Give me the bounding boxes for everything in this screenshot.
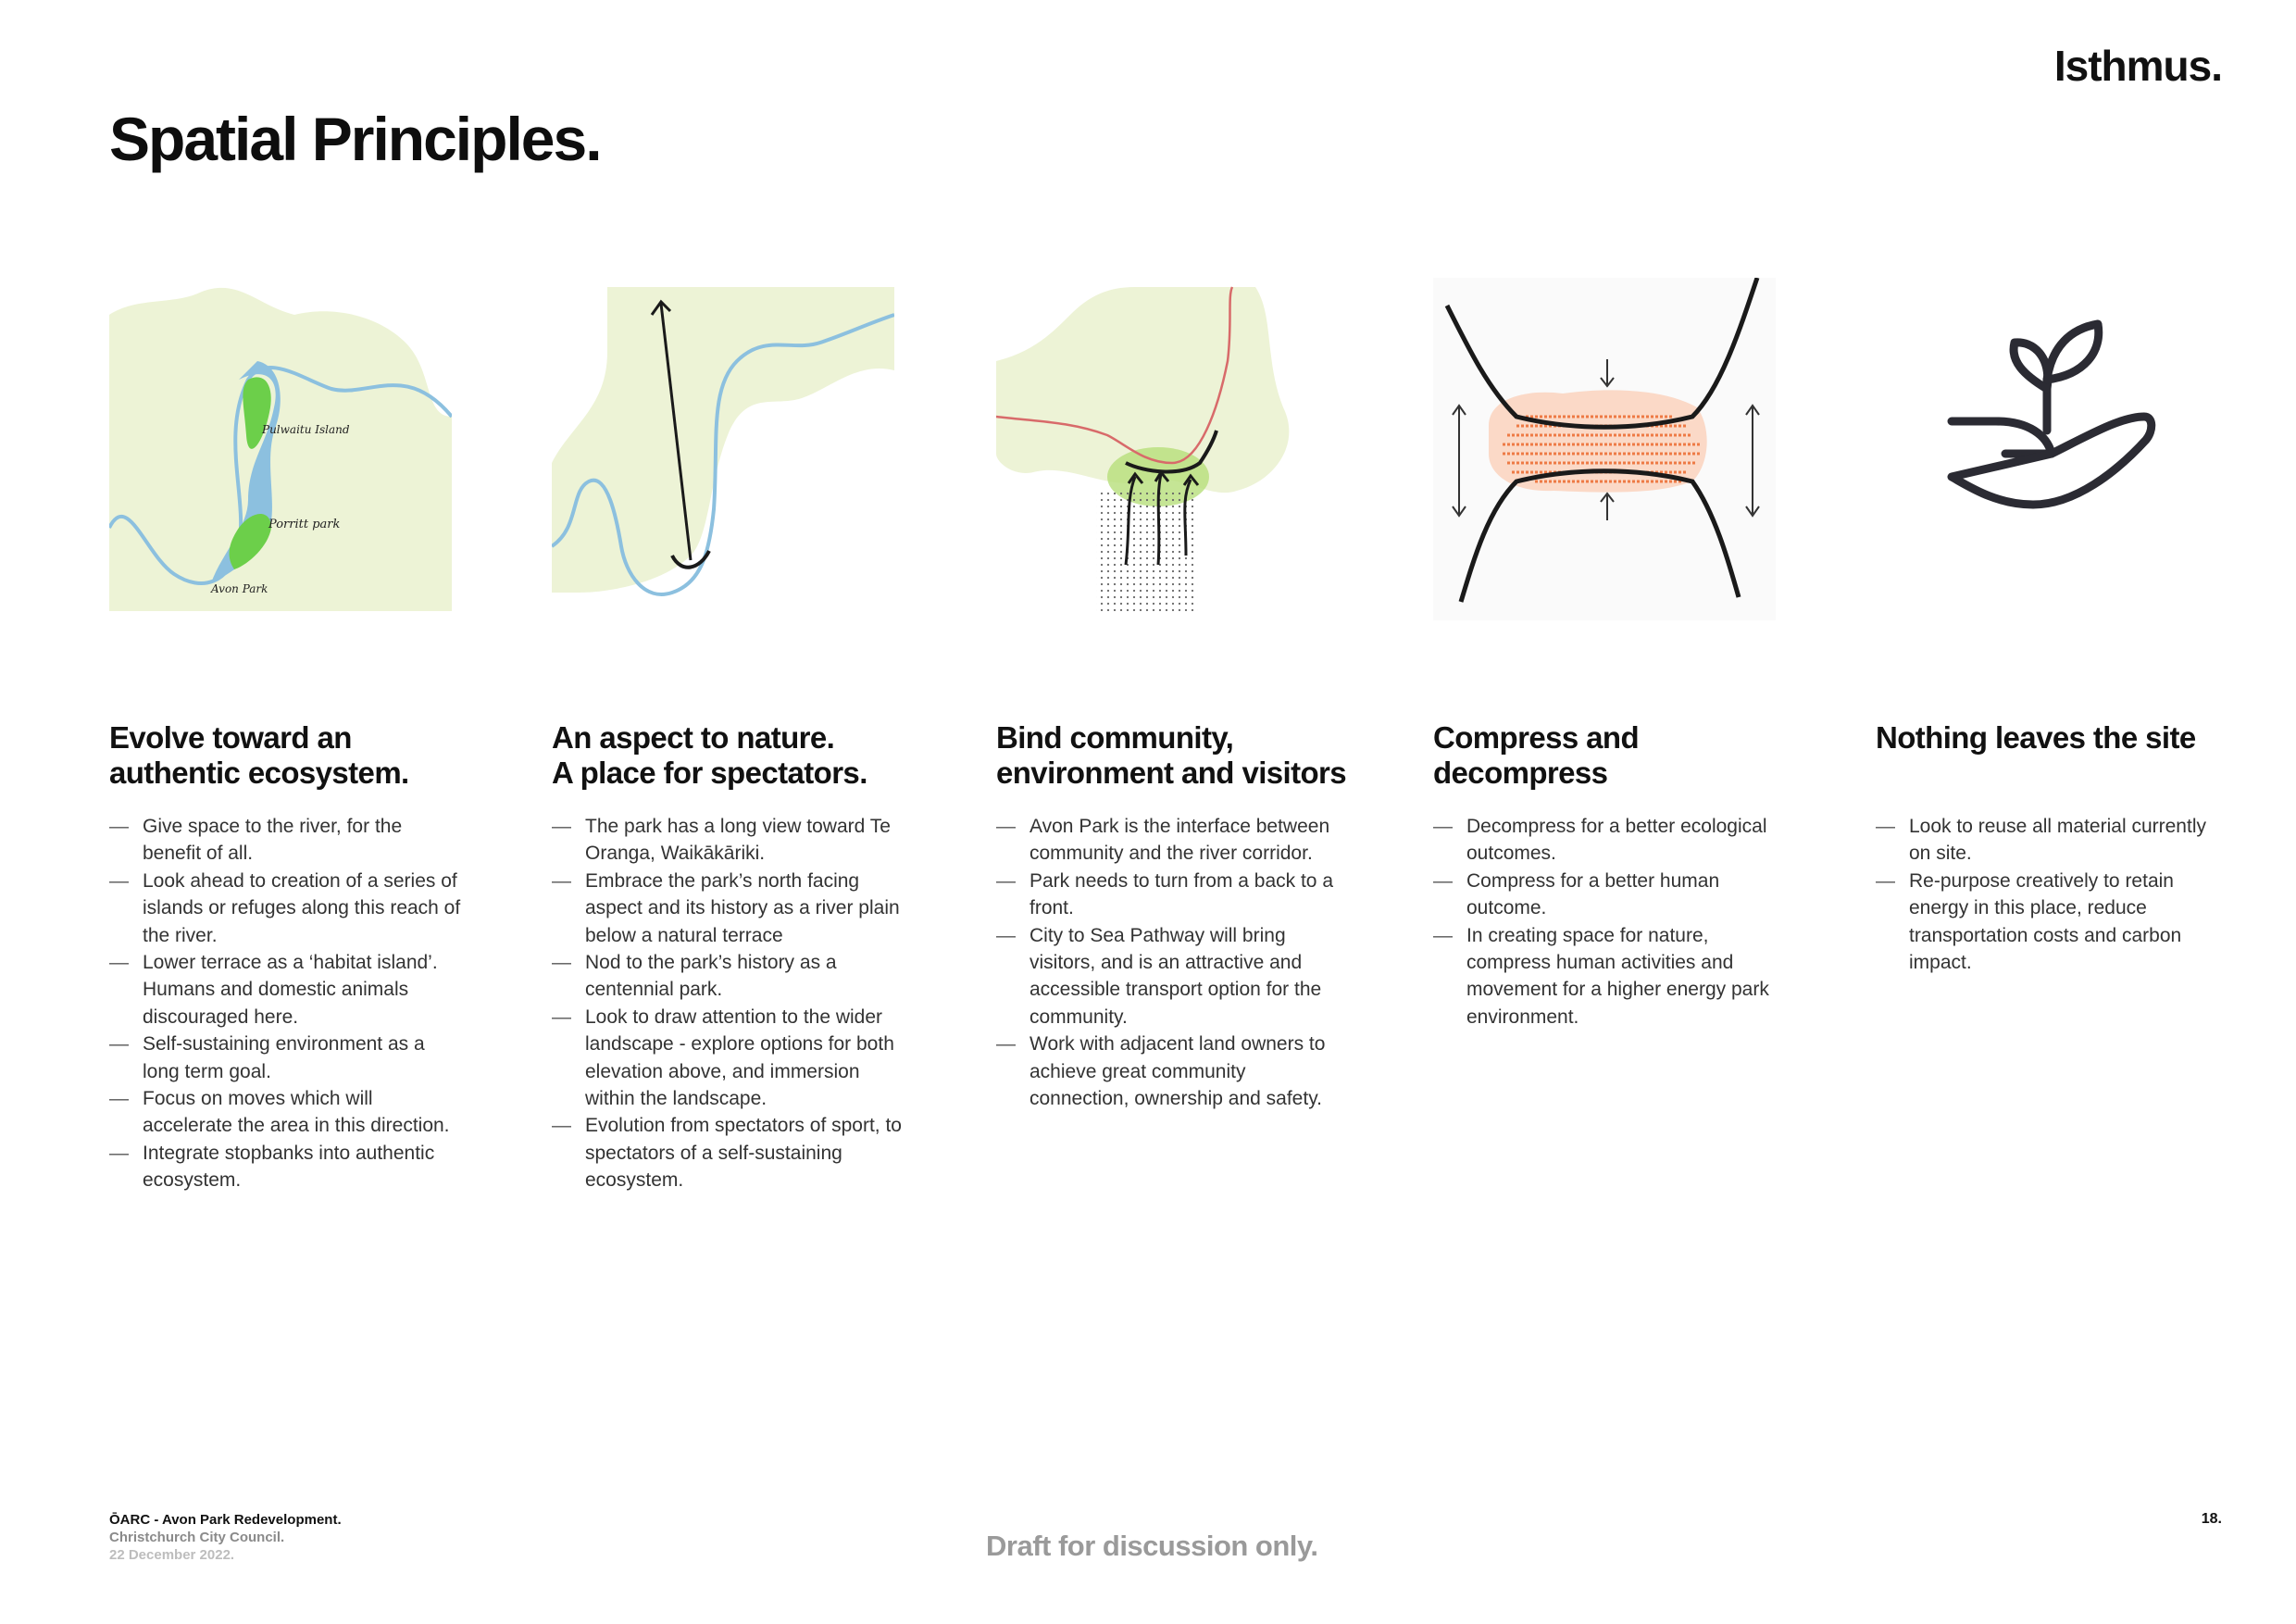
principle-column-1 — [109, 278, 452, 620]
list-item: — Evolution from spectators of sport, to spectators of a self-sustaining ecosystem. — [552, 1112, 904, 1193]
aspect-map-figure — [552, 278, 894, 620]
footer-project: ŌARC - Avon Park Redevelopment. — [109, 1512, 342, 1528]
list-item: — Self-sustaining environment as a long term goal. — [109, 1031, 461, 1085]
map-label-porritt: Porritt park — [268, 518, 341, 531]
list-item: — City to Sea Pathway will bring visitors, and is an attractive and accessible transport option for the community. — [996, 922, 1348, 1031]
draft-notice: Draft for discussion only. — [986, 1530, 1318, 1562]
brand-logo: Isthmus. — [2053, 42, 2222, 90]
principle-column-5 — [1876, 278, 2218, 620]
view-axis-map — [552, 278, 894, 620]
list-item: — Integrate stopbanks into authentic ecosystem. — [109, 1140, 461, 1194]
list-item: — Look ahead to creation of a series of islands or refuges along this reach of the river. — [109, 868, 461, 949]
column-5-bullets — [1876, 813, 2227, 976]
community-map-figure — [996, 278, 1339, 620]
community-texture — [1096, 491, 1198, 611]
map-label-avon: Avon Park — [211, 582, 268, 595]
principle-column-3 — [996, 278, 1339, 620]
list-item: — Park needs to turn from a back to a front. — [996, 868, 1348, 922]
principle-column-4 — [1433, 278, 1776, 620]
reuse-icon-figure — [1876, 278, 2218, 620]
list-item: — Embrace the park’s north facing aspect and its history as a river plain below a natural terrace — [552, 868, 904, 949]
column-3-bullets — [996, 813, 1348, 1112]
column-2-bullets — [552, 813, 904, 1194]
list-item: — Avon Park is the interface between community and the river corridor. — [996, 813, 1348, 868]
column-2-heading: An aspect to nature. A place for spectators. — [552, 720, 867, 790]
column-1-heading: Evolve toward an authentic ecosystem. — [109, 720, 409, 790]
list-item: — Look to draw attention to the wider landscape - explore options for both elevation above, and immersion within the landscape. — [552, 1004, 904, 1113]
ecosystem-map-figure — [109, 278, 452, 620]
list-item: — Look to reuse all material currently on site. — [1876, 813, 2227, 868]
list-item: — Work with adjacent land owners to achieve great community connection, ownership and safety. — [996, 1031, 1348, 1112]
compress-decompress-diagram — [1433, 278, 1776, 620]
list-item: — Focus on moves which will accelerate the area in this direction. — [109, 1085, 461, 1140]
plant-in-hand-icon — [1876, 278, 2218, 620]
list-item: — In creating space for nature, compress human activities and movement for a higher energy park environment. — [1433, 922, 1785, 1031]
map-label-island: Pulwaitu Island — [262, 423, 350, 436]
river-islands-map — [109, 278, 452, 620]
list-item: — Decompress for a better ecological outcomes. — [1433, 813, 1785, 868]
footer-date: 22 December 2022. — [109, 1547, 235, 1563]
list-item: — Give space to the river, for the benefit of all. — [109, 813, 461, 868]
column-4-heading: Compress and decompress — [1433, 720, 1640, 790]
column-5-heading: Nothing leaves the site — [1876, 720, 2196, 755]
page-title: Spatial Principles. — [109, 105, 601, 173]
page-number: 18. — [2201, 1511, 2222, 1527]
list-item: — Nod to the park’s history as a centennial park. — [552, 949, 904, 1004]
column-3-heading: Bind community, environment and visitors — [996, 720, 1347, 790]
principle-column-2 — [552, 278, 894, 620]
column-4-bullets — [1433, 813, 1785, 1031]
list-item: — Compress for a better human outcome. — [1433, 868, 1785, 922]
column-1-bullets — [109, 813, 461, 1194]
list-item: — Lower terrace as a ‘habitat island’. Humans and domestic animals discouraged here. — [109, 949, 461, 1031]
community-binding-map — [996, 278, 1339, 620]
footer-client: Christchurch City Council. — [109, 1530, 285, 1545]
footer-info — [109, 1511, 342, 1564]
compress-diagram-figure — [1433, 278, 1776, 620]
list-item: — The park has a long view toward Te Oranga, Waikākāriki. — [552, 813, 904, 868]
list-item: — Re-purpose creatively to retain energy in this place, reduce transportation costs and carbon impact. — [1876, 868, 2227, 977]
